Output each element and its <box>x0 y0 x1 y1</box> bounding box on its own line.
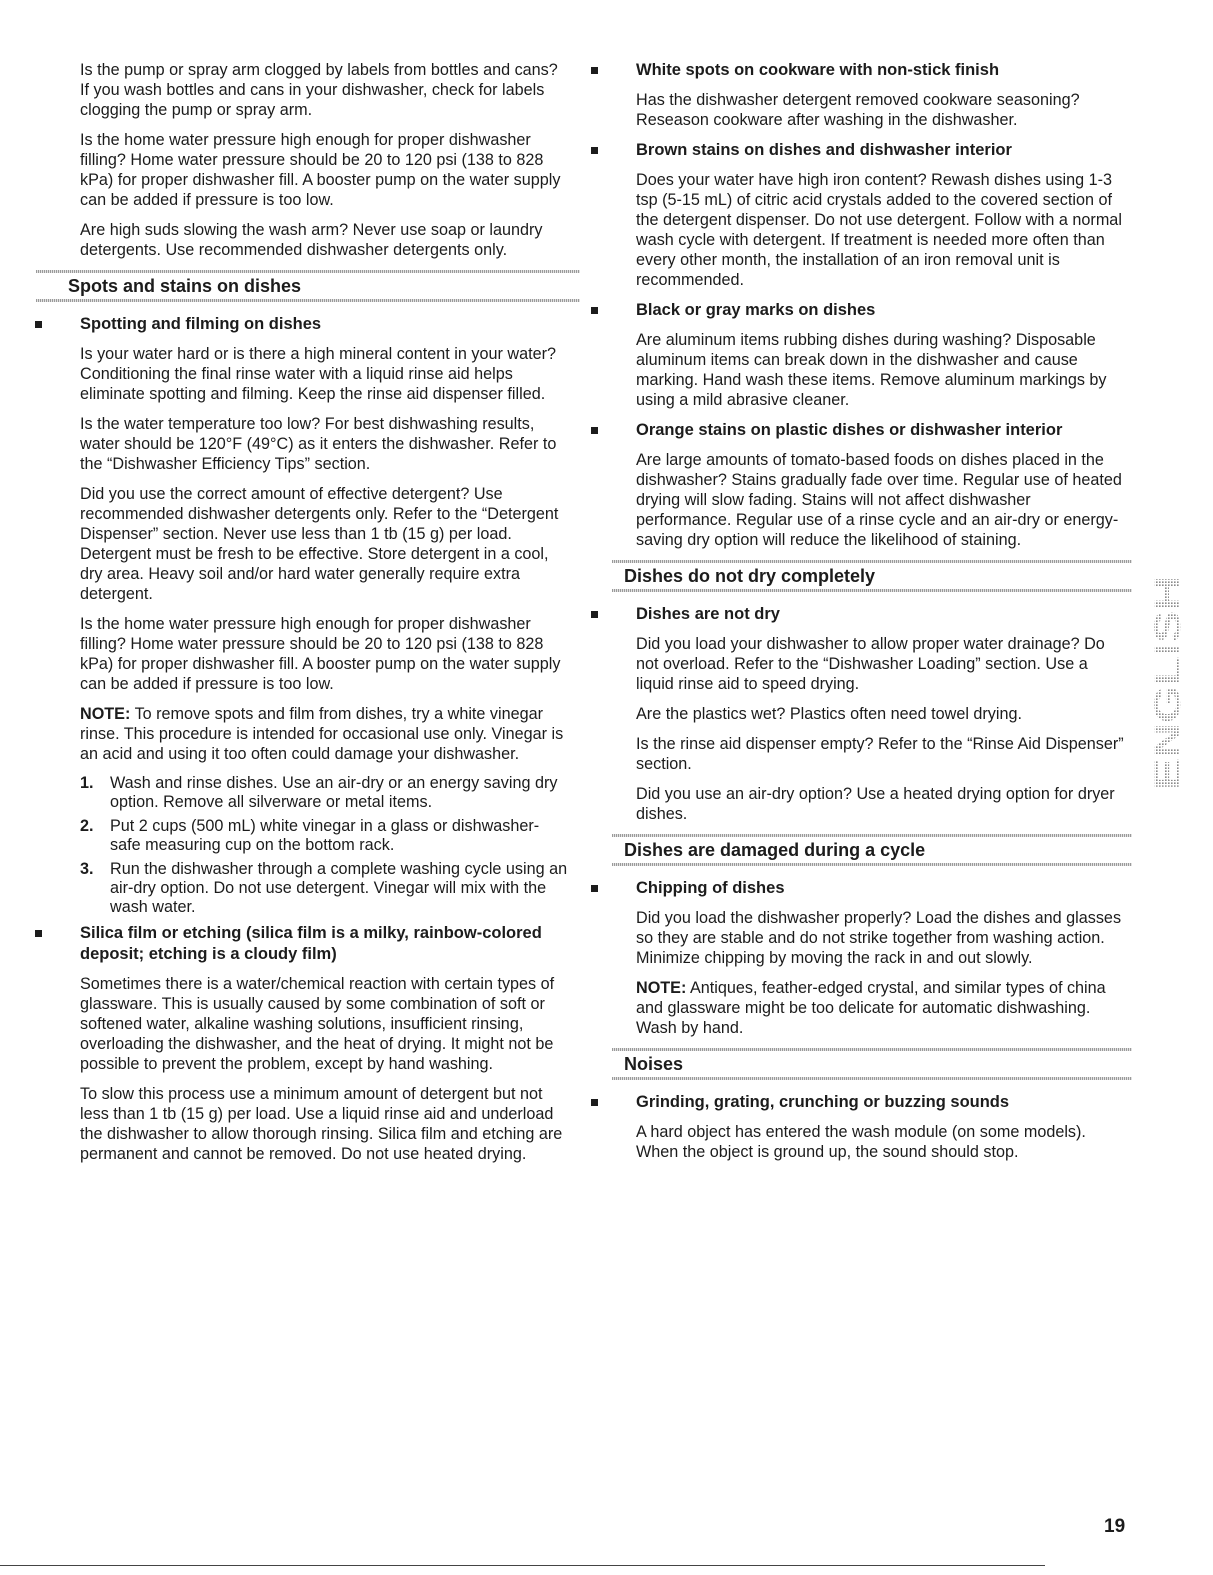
side-tab-text: ENGLISH <box>1147 625 1188 790</box>
body-paragraph: Is the home water pressure high enough for proper dishwasher filling? Home water pressure should be 20 to 120 psi (138 to 828 kPa) for proper dishwasher fill. A booster pump on the water supply can be added if pressure is too low. <box>80 615 561 693</box>
body-paragraph: Are aluminum items rubbing dishes during washing? Disposable aluminum items can break down in the dishwasher and cause marking. Hand wash these items. Remove aluminum markings by using a mild abrasive cleaner. <box>636 331 1107 409</box>
vinegar-steps-list <box>80 774 568 917</box>
body-paragraph: To slow this process use a minimum amount of detergent but not less than 1 tb (15 g) per load. Use a liquid rinse aid and underload the dishwasher to allow thorough rinsing. Silica film and etching are permanent and cannot be removed. Do not use heated drying. <box>80 1085 563 1163</box>
body-paragraph: Has the dishwasher detergent removed cookware seasoning? Reseason cookware after washing in the dishwasher. <box>636 91 1080 129</box>
bullet-item-black-marks <box>636 300 1128 321</box>
english-side-tab <box>1147 572 1188 792</box>
section-heading-bar <box>612 834 1132 866</box>
section-heading-spots: Spots and stains on dishes <box>68 276 302 296</box>
body-paragraph: Did you load your dishwasher to allow proper water drainage? Do not overload. Refer to the “Dishwasher Loading” section. Use a liquid rinse aid to speed drying. <box>636 635 1105 693</box>
bullet-item-not-dry <box>636 604 1128 625</box>
square-bullet-icon <box>591 1099 598 1106</box>
square-bullet-icon <box>591 147 598 154</box>
body-paragraph: Are the plastics wet? Plastics often need towel drying. <box>636 705 1023 723</box>
bullet-item-chipping <box>636 878 1128 899</box>
step-number: 2. <box>80 817 94 835</box>
section-heading-dry: Dishes do not dry completely <box>624 566 876 586</box>
page-number: 19 <box>1104 1516 1126 1537</box>
section-heading-noises: Noises <box>624 1054 684 1074</box>
body-paragraph: Is the rinse aid dispenser empty? Refer to the “Rinse Aid Dispenser” section. <box>636 735 1124 773</box>
step-text: Wash and rinse dishes. Use an air-dry or an energy saving dry option. Remove all silverware or metal items. <box>110 774 558 811</box>
bullet-title: Black or gray marks on dishes <box>636 301 876 319</box>
section-heading-bar <box>612 1048 1132 1080</box>
intro-paragraph: Is the home water pressure high enough for proper dishwasher filling? Home water pressure should be 20 to 120 psi (138 to 828 kPa) for proper dishwasher fill. A booster pump on the water supply can be added if pressure is too low. <box>80 131 561 209</box>
bullet-item-brown-stains <box>636 140 1128 161</box>
step-item <box>80 860 568 917</box>
bullet-title: Orange stains on plastic dishes or dishwasher interior <box>636 421 1063 439</box>
step-number: 1. <box>80 774 94 792</box>
bullet-title: Chipping of dishes <box>636 879 785 897</box>
bullet-title: Spotting and filming on dishes <box>80 315 322 333</box>
bullet-item-grinding <box>636 1092 1128 1113</box>
bullet-title: Brown stains on dishes and dishwasher interior <box>636 141 1012 159</box>
body-paragraph: Sometimes there is a water/chemical reaction with certain types of glassware. This is usually caused by some combination of soft or softened water, alkaline washing solutions, insufficient rinsing, overloading the dishwasher, and the heat of drying. It might not be possible to prevent the problem, except by hand washing. <box>80 975 555 1073</box>
body-paragraph: A hard object has entered the wash module (on some models). When the object is ground up, the sound should stop. <box>636 1123 1086 1161</box>
body-paragraph: Is your water hard or is there a high mineral content in your water? Conditioning the final rinse water with a liquid rinse aid helps eliminate spotting and filming. Keep the rinse aid dispenser filled. <box>80 345 556 403</box>
bullet-title: White spots on cookware with non-stick finish <box>636 61 1000 79</box>
body-paragraph: Is the water temperature too low? For best dishwashing results, water should be 120°F (49°C) as it enters the dishwasher. Refer to the “Dishwasher Efficiency Tips” section. <box>80 415 557 473</box>
bullet-item-silica <box>80 923 568 965</box>
body-paragraph: Does your water have high iron content? Rewash dishes using 1-3 tsp (5-15 mL) of citric acid crystals added to the covered section of the detergent dispenser. Do not use detergent. Follow with a normal wash cycle with detergent. If treatment is needed more often than every other month, the installation of an iron removal unit is recommended. <box>636 171 1122 289</box>
step-item <box>80 774 568 812</box>
step-text: Run the dishwasher through a complete washing cycle using an air-dry option. Do not use detergent. Vinegar will mix with the wash water. <box>110 860 568 916</box>
body-paragraph: Did you use the correct amount of effective detergent? Use recommended dishwasher detergents only. Refer to the “Detergent Dispenser” section. Never use less than 1 tb (15 g) per load. Detergent must be fresh to be effective. Store detergent in a cool, dry area. Heavy soil and/or hard water generally require extra detergent. <box>80 485 559 603</box>
bullet-title: Silica film or etching (silica film is a milky, rainbow-colored deposit; etching is a cloudy film) <box>80 924 542 963</box>
note-label: NOTE: <box>636 979 687 997</box>
square-bullet-icon <box>591 885 598 892</box>
bottom-rule <box>0 1565 1045 1566</box>
note-text: To remove spots and film from dishes, try a white vinegar rinse. This procedure is intended for occasional use only. Vinegar is an acid and using it too often could damage your dishwasher. <box>80 705 564 763</box>
note-text: Antiques, feather-edged crystal, and similar types of china and glassware might be too delicate for automatic dishwashing. Wash by hand. <box>636 979 1106 1037</box>
body-paragraph: Did you load the dishwasher properly? Load the dishes and glasses so they are stable and do not strike together from washing action. Minimize chipping by moving the rack in and out slowly. <box>636 909 1122 967</box>
square-bullet-icon <box>591 427 598 434</box>
step-number: 3. <box>80 860 94 878</box>
section-heading-bar <box>612 560 1132 592</box>
square-bullet-icon <box>591 67 598 74</box>
bullet-title: Grinding, grating, crunching or buzzing sounds <box>636 1093 1010 1111</box>
section-heading-bar <box>36 270 580 302</box>
step-text: Put 2 cups (500 mL) white vinegar in a glass or dishwasher-safe measuring cup on the bottom rack. <box>110 817 540 854</box>
bullet-item-spotting <box>80 314 568 335</box>
bullet-item-orange-stains <box>636 420 1128 441</box>
square-bullet-icon <box>591 611 598 618</box>
note-paragraph <box>636 978 1128 1038</box>
bullet-item-white-spots <box>636 60 1128 81</box>
square-bullet-icon <box>35 321 42 328</box>
bullet-title: Dishes are not dry <box>636 605 780 623</box>
step-item <box>80 817 568 855</box>
intro-paragraph: Is the pump or spray arm clogged by labels from bottles and cans? If you wash bottles and cans in your dishwasher, check for labels clogging the pump or spray arm. <box>80 61 558 119</box>
body-paragraph: Did you use an air-dry option? Use a heated drying option for dryer dishes. <box>636 785 1115 823</box>
body-paragraph: Are large amounts of tomato-based foods on dishes placed in the dishwasher? Stains gradually fade over time. Regular use of heated drying will slow fading. Stains will not affect dishwasher performance. Regular use of a rinse cycle and an air-dry or energy-saving dry option will reduce the likelihood of staining. <box>636 451 1122 549</box>
note-label: NOTE: <box>80 705 131 723</box>
right-column <box>624 60 1128 1172</box>
section-heading-damaged: Dishes are damaged during a cycle <box>624 840 926 860</box>
intro-paragraph: Are high suds slowing the wash arm? Never use soap or laundry detergents. Use recommended dishwasher detergents only. <box>80 221 543 259</box>
square-bullet-icon <box>591 307 598 314</box>
note-paragraph <box>80 704 568 764</box>
square-bullet-icon <box>35 930 42 937</box>
left-column <box>68 60 568 1174</box>
